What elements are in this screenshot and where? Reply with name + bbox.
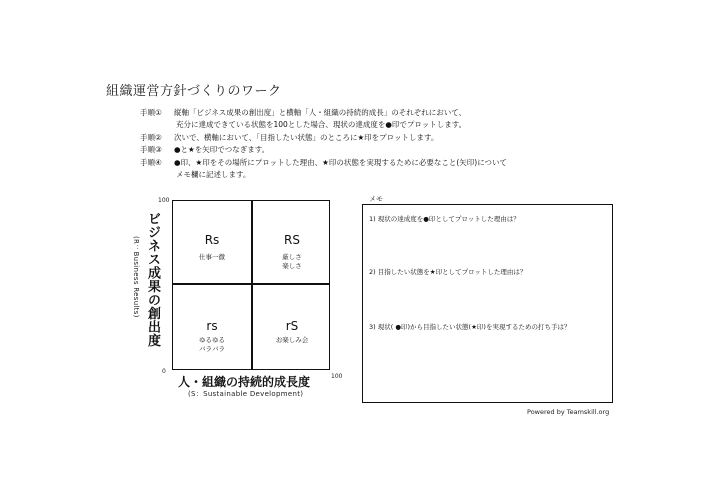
step-text: ●印、★印をその場所にプロットした理由、★印の状態を実現するために必要なこと(矢印)について bbox=[174, 157, 508, 167]
step-3 bbox=[140, 144, 507, 156]
step-text: 充分に達成できている状態を100とした場合、現状の達成度を●印でプロットします。 bbox=[176, 120, 467, 130]
footer-credit: Powered by Teamskill.org bbox=[527, 408, 610, 416]
x-axis-title: 人・組織の持続的成長度 bbox=[178, 375, 311, 389]
x-axis-max-tick: 100 bbox=[331, 373, 343, 380]
quadrant-name: rs bbox=[206, 319, 218, 333]
memo-question-2: 2) 目指したい状態を★印としてプロットした理由は？ bbox=[369, 268, 527, 276]
step-2 bbox=[140, 132, 507, 144]
step-4 bbox=[140, 157, 507, 182]
x-axis-subtitle: (S：Sustainable Development) bbox=[188, 390, 304, 398]
quadrant-grid[interactable] bbox=[172, 200, 330, 370]
step-label: 手順④ bbox=[140, 157, 162, 167]
memo-question-3: 3) 現状( ●印)から目指したい状態(★印)を実現するための打ち手は？ bbox=[369, 323, 571, 331]
quadrant-top-right bbox=[253, 201, 331, 283]
instruction-steps bbox=[140, 107, 507, 181]
page-title: 組織運営方針づくりのワーク bbox=[106, 84, 282, 99]
step-label: 手順③ bbox=[140, 145, 162, 155]
quadrant-bottom-left bbox=[173, 285, 251, 367]
memo-question-1: 1) 現状の達成度を●印としてプロットした理由は？ bbox=[369, 215, 520, 223]
step-text: 次いで、横軸において、「目指したい状態」のところに★印をプロットします。 bbox=[174, 132, 439, 142]
step-text: 縦軸「ビジネス成果の創出度」と横軸「人・組織の持続的成長」のそれぞれにおいて、 bbox=[174, 108, 467, 117]
quadrant-description: 仕事一徹 bbox=[199, 253, 225, 261]
origin-tick: 0 bbox=[162, 368, 166, 375]
memo-box[interactable] bbox=[362, 204, 613, 403]
y-axis-max-tick: 100 bbox=[158, 197, 170, 204]
quadrant-name: rS bbox=[285, 319, 299, 333]
step-text: ●と★を矢印でつなぎます。 bbox=[174, 145, 270, 155]
memo-label: メモ bbox=[369, 195, 383, 203]
quadrant-description: 厳しさ 楽しさ bbox=[282, 253, 302, 270]
quadrant-top-left bbox=[173, 201, 251, 283]
quadrant-description: お楽しみ会 bbox=[275, 336, 309, 344]
step-label: 手順② bbox=[140, 132, 162, 142]
step-text: メモ欄に記述します。 bbox=[176, 170, 251, 180]
step-label: 手順① bbox=[140, 108, 162, 117]
quadrant-name: Rs bbox=[204, 233, 220, 247]
y-axis-subtitle: (R：Business Results) bbox=[132, 236, 140, 318]
quadrant-bottom-right bbox=[253, 285, 331, 367]
quadrant-description: ゆるゆる バラバラ bbox=[199, 336, 225, 353]
quadrant-name: RS bbox=[284, 233, 300, 247]
y-axis-title: ビジネス成果の創出度 bbox=[145, 212, 160, 347]
step-1 bbox=[140, 107, 507, 132]
